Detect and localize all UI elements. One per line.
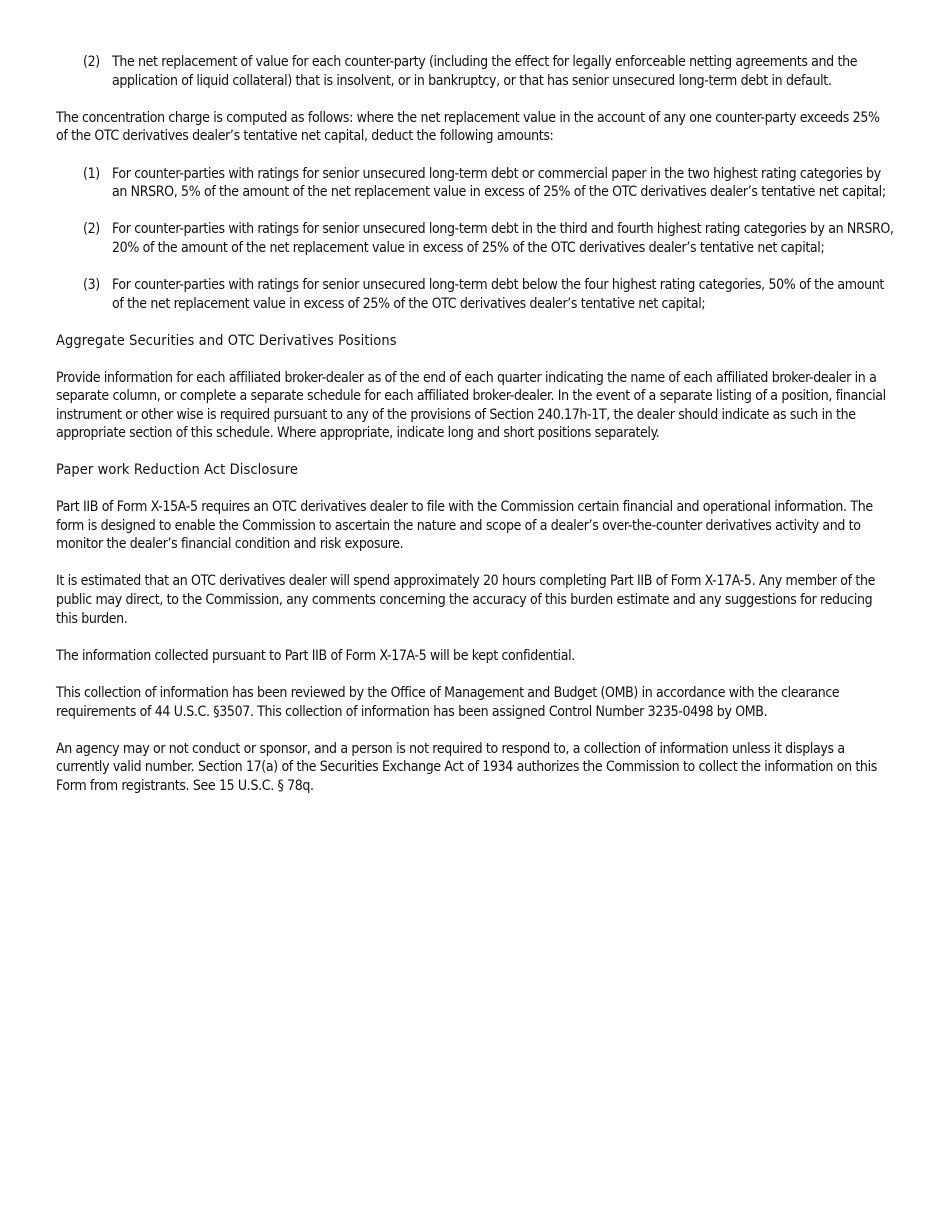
list-item-text: For counter-parties with ratings for senior unsecured long-term debt in the third and fourth highest rating categories by an NRSRO, 20% of the amount of the net replacement value in excess of 25% of the OTC derivatives dealer’s tentative net capital; [112,221,894,256]
list-item-net-replacement [56,53,894,90]
paperwork-paragraph-form-purpose: Part IIB of Form X-15A-5 requires an OTC derivatives dealer to file with the Commission certain financial and operational information. The form is designed to enable the Commission to ascertain the nature and scope of a dealer’s over-the-counter derivatives activity and to monitor the dealer’s financial condition and risk exposure. [56,499,873,553]
list-item-number: (2) [83,221,100,238]
paperwork-section-heading: Paper work Reduction Act Disclosure [56,462,298,479]
paperwork-paragraph-authority: An agency may or not conduct or sponsor, and a person is not required to respond to, a collection of information unless it displays a currently valid number. Section 17(a) of the Securities Exchange Act of 1934 authorizes the Commission to collect the information on this Form from registrants. See 15 U.S.C. § 78q. [56,740,877,794]
list-item-number: (3) [83,277,100,294]
paperwork-paragraph-omb-review: This collection of information has been reviewed by the Office of Management and Budget (OMB) in accordance with the clearance requirements of 44 U.S.C. §3507. This collection of information has been assigned Control Number 3235-0498 by OMB. [56,685,840,720]
list-item-concentration-2 [56,220,894,257]
aggregate-section-heading: Aggregate Securities and OTC Derivatives Positions [56,332,397,349]
document-page [56,53,894,814]
list-item-number: (1) [83,165,100,182]
list-item-number: (2) [83,54,100,70]
paperwork-paragraph-burden-estimate: It is estimated that an OTC derivatives dealer will spend approximately 20 hours completing Part IIB of Form X-17A-5. Any member of the public may direct, to the Commission, any comments concerning the accuracy of this burden estimate and any suggestions for reducing this burden. [56,573,876,627]
concentration-intro: The concentration charge is computed as follows: where the net replacement value in the account of any one counter-party exceeds 25% of the OTC derivatives dealer’s tentative net capital, deduct the following amounts: [56,109,880,145]
list-item-concentration-1 [56,165,894,202]
list-item-text: For counter-parties with ratings for senior unsecured long-term debt or commercial paper in the two highest rating categories by an NRSRO, 5% of the amount of the net replacement value in excess of 25% of the OTC derivatives dealer’s tentative net capital; [112,165,886,201]
paperwork-paragraph-confidentiality: The information collected pursuant to Part IIB of Form X-17A-5 will be kept confidential. [56,647,575,664]
list-item-text: The net replacement of value for each counter-party (including the effect for legally enforceable netting agreements and the application of liquid collateral) that is insolvent, or in bankruptcy, or that has senior unsecured long-term debt in default. [112,54,858,89]
list-item-concentration-3 [56,276,894,313]
aggregate-section-body: Provide information for each affiliated broker-dealer as of the end of each quarter indicating the name of each affiliated broker-dealer in a separate column, or complete a separate schedule for each affiliated broker-dealer. In the event of a separate listing of a position, financial instrument or other wise is required pursuant to any of the provisions of Section 240.17h-1T, the dealer should indicate as such in the appropriate section of this schedule. Where appropriate, indicate long and short positions separately. [56,369,886,442]
list-item-text: For counter-parties with ratings for senior unsecured long-term debt below the four highest rating categories, 50% of the amount of the net replacement value in excess of 25% of the OTC derivatives dealer’s tentative net capital; [112,277,884,312]
